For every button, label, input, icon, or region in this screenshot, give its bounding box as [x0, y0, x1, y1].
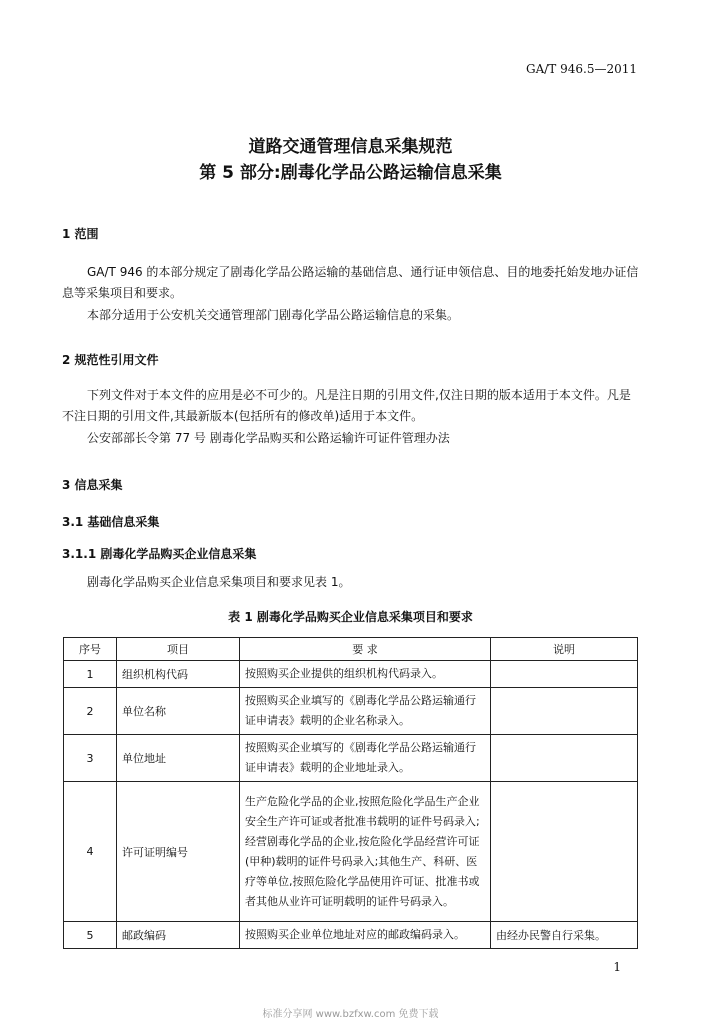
row-note — [491, 782, 638, 922]
document-subtitle: 第 5 部分:剧毒化学品公路运输信息采集 — [199, 163, 502, 183]
section-1-paragraph-1: GA/T 946 的本部分规定了剧毒化学品公路运输的基础信息、通行证申领信息、目的地委托始发地办证信息等采集项目和要求。 — [62, 265, 639, 300]
table-row — [64, 688, 638, 735]
row-no: 3 — [64, 735, 117, 782]
section-2-paragraph-1: 下列文件对于本文件的应用是必不可少的。凡是注日期的引用文件,仅注日期的版本适用于本文件。凡是不注日期的引用文件,其最新版本(包括所有的修改单)适用于本文件。 — [62, 388, 631, 423]
row-item: 单位地址 — [117, 735, 240, 782]
row-no: 5 — [64, 922, 117, 949]
page-number: 1 — [613, 960, 621, 974]
table-row — [64, 782, 638, 922]
row-note — [491, 661, 638, 688]
row-item: 单位名称 — [117, 688, 240, 735]
row-note: 由经办民警自行采集。 — [491, 922, 638, 949]
section-3-heading: 3 信息采集 — [62, 478, 123, 492]
header-note: 说明 — [491, 638, 638, 661]
row-note — [491, 688, 638, 735]
table-row — [64, 661, 638, 688]
row-no: 1 — [64, 661, 117, 688]
section-3-1-heading: 3.1 基础信息采集 — [62, 515, 160, 529]
requirements-table — [63, 637, 638, 949]
section-2-paragraph-2: 公安部部长令第 77 号 剧毒化学品购买和公路运输许可证件管理办法 — [87, 431, 450, 445]
row-requirement: 按照购买企业单位地址对应的邮政编码录入。 — [240, 922, 491, 949]
table-header-row — [64, 638, 638, 661]
row-no: 4 — [64, 782, 117, 922]
table-caption: 表 1 剧毒化学品购买企业信息采集项目和要求 — [228, 610, 473, 624]
row-requirement: 生产危险化学品的企业,按照危险化学品生产企业安全生产许可证或者批准书载明的证件号码录入;经营剧毒化学品的企业,按危险化学品经营许可证(甲种)载明的证件号码录入;其他生产、科研、医疗等单位,按照危险化学品使用许可证、批准书或者其他从业许可证明载明的证件号码录入。 — [240, 782, 491, 922]
row-item: 许可证明编号 — [117, 782, 240, 922]
header-item: 项目 — [117, 638, 240, 661]
table-row — [64, 735, 638, 782]
row-item: 邮政编码 — [117, 922, 240, 949]
footer-watermark: 标准分享网 www.bzfxw.com 免费下载 — [262, 1009, 439, 1020]
table-row — [64, 922, 638, 949]
row-requirement: 按照购买企业填写的《剧毒化学品公路运输通行证申请表》载明的企业地址录入。 — [240, 735, 491, 782]
section-1-heading: 1 范围 — [62, 227, 99, 241]
document-title: 道路交通管理信息采集规范 — [248, 137, 453, 157]
section-3-1-1-paragraph: 剧毒化学品购买企业信息采集项目和要求见表 1。 — [87, 575, 351, 589]
header-requirement: 要 求 — [240, 638, 491, 661]
section-1-paragraph-2: 本部分适用于公安机关交通管理部门剧毒化学品公路运输信息的采集。 — [87, 308, 460, 322]
header-no: 序号 — [64, 638, 117, 661]
section-3-1-1-heading: 3.1.1 剧毒化学品购买企业信息采集 — [62, 547, 257, 561]
row-no: 2 — [64, 688, 117, 735]
row-requirement: 按照购买企业填写的《剧毒化学品公路运输通行证申请表》载明的企业名称录入。 — [240, 688, 491, 735]
standard-code: GA/T 946.5—2011 — [525, 62, 637, 76]
row-item: 组织机构代码 — [117, 661, 240, 688]
section-2-heading: 2 规范性引用文件 — [62, 353, 159, 367]
row-requirement: 按照购买企业提供的组织机构代码录入。 — [240, 661, 491, 688]
row-note — [491, 735, 638, 782]
